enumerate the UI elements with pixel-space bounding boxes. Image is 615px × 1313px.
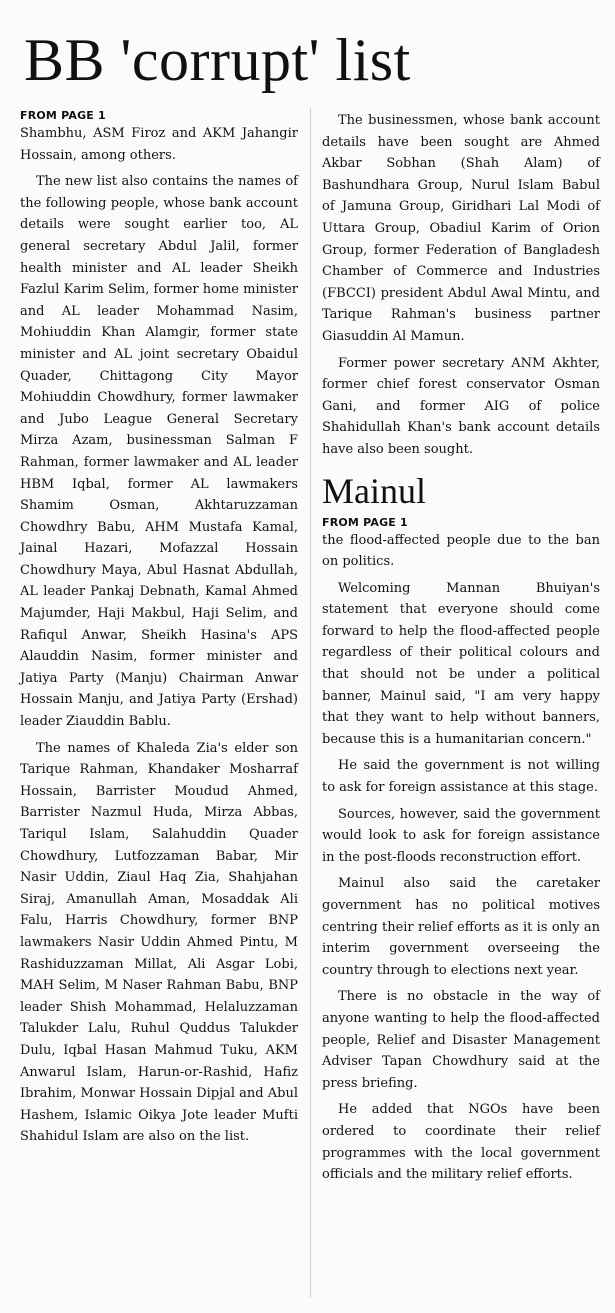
paragraph: Sources, however, said the government would look to ask for foreign assistance in the post-floods reconstruction effort. — [322, 806, 600, 865]
paragraph: The new list also contains the names of the following people, whose bank account details were sought earlier too, AL general secretary Abdul Jalil, former health minister and AL leader Sheikh Fazlul Karim Selim, former home minister and AL leader Mohammad Nasim, Mohiuddin Khan Alamgir, former state minister and AL joint secretary Obaidul Quader, Chittagong City Mayor Mohiuddin Chowdhury, former lawmaker and Jubo League General Secretary Mirza Azam, businessman Salman F Rahman, former lawmaker and AL leader HBM Iqbal, former AL lawmakers Shamim Osman, Akhtaruzzaman Chowdhry Babu, AHM Mustafa Kamal, Jainal Hazari, Mofazzal Hossain Chowdhury Maya, Abul Hasnat Abdullah, AL leader Pankaj Debnath, Kamal Ahmed Majumder, Haji Makbul, Haji Selim, and Rafiqul Anwar, Sheikh Hasina's APS Alauddin Nasim, former minister and Jatiya Party (Manju) Chairman Anwar Hossain Manju, and Jatiya Party (Ershad) leader Ziauddin Bablu. — [20, 174, 298, 730]
paragraph: The names of Khaleda Zia's elder son Tarique Rahman, Khandaker Mosharraf Hossain, Barrister Moudud Ahmed, Barrister Nazmul Huda, Mirza Abbas, Tariqul Islam, Salahuddin Quader Chowdhury, Lutfozzaman Babar, Mir Nasir Uddin, Ziaul Haq Zia, Shahjahan Siraj, Amanullah Aman, Mosaddak Ali Falu, Harris Chowdhury, former BNP lawmakers Nasir Uddin Ahmed Pintu, M Rashiduzzaman Millat, Ali Asgar Lobi, MAH Selim, M Naser Rahman Babu, BNP leader Shish Mohammad, Helaluzzaman Talukder Lalu, Ruhul Quddus Talukder Dulu, Iqbal Hasan Mahmud Tuku, AKM Anwarul Islam, Harun-or-Rashid, Hafiz Ibrahim, Monwar Hossain Dipjal and Abul Hashem, Islamic Oikya Jote leader Mufti Shahidul Islam are also on the list. — [20, 740, 298, 1145]
paragraph: the flood-affected people due to the ban on politics. — [322, 532, 600, 570]
from-page-kicker: FROM PAGE 1 — [20, 109, 106, 122]
paragraph: Shambhu, ASM Firoz and AKM Jahangir Hossain, among others. — [20, 126, 298, 163]
paragraph: There is no obstacle in the way of anyone wanting to help the flood-affected people, Relief and Disaster Management Adviser Tapan Chowdhury said at the press briefing. — [322, 989, 600, 1091]
subhead-mainul: Mainul — [322, 470, 426, 511]
paragraph: Mainul also said the caretaker government has no political motives centring their relief efforts as it is only an interim government overseeing the country through to elections next year. — [322, 876, 600, 978]
headline: BB 'corrupt' list — [24, 27, 411, 93]
paragraph: Welcoming Mannan Bhuiyan's statement that everyone should come forward to help the flood-affected people regardless of their political colours and that should not be under a political banner, Mainul said, "I am very happy that they want to help without banners, because this is a humanitarian concern." — [322, 580, 600, 747]
paragraph: He said the government is not willing to ask for foreign assistance at this stage. — [322, 758, 600, 796]
column-divider — [310, 108, 311, 1298]
right-column — [322, 110, 600, 1191]
paragraph: Former power secretary ANM Akhter, former chief forest conservator Osman Gani, and former AIG of police Shahidullah Khan's bank account details have also been sought. — [322, 355, 600, 457]
left-column — [20, 108, 298, 1153]
paragraph: The businessmen, whose bank account details have been sought are Ahmed Akbar Sobhan (Shah Alam) of Bashundhara Group, Nurul Islam Babul of Jamuna Group, Giridhari Lal Modi of Uttara Group, Obadiul Karim of Orion Group, former Federation of Bangladesh Chamber of Commerce and Industries (FBCCI) president Abdul Awal Mintu, and Tarique Rahman's business partner Giasuddin Al Mamun. — [322, 113, 600, 344]
from-page-kicker: FROM PAGE 1 — [322, 515, 408, 529]
paragraph: He added that NGOs have been ordered to coordinate their relief programmes with the local government officials and the military relief efforts. — [322, 1102, 600, 1183]
